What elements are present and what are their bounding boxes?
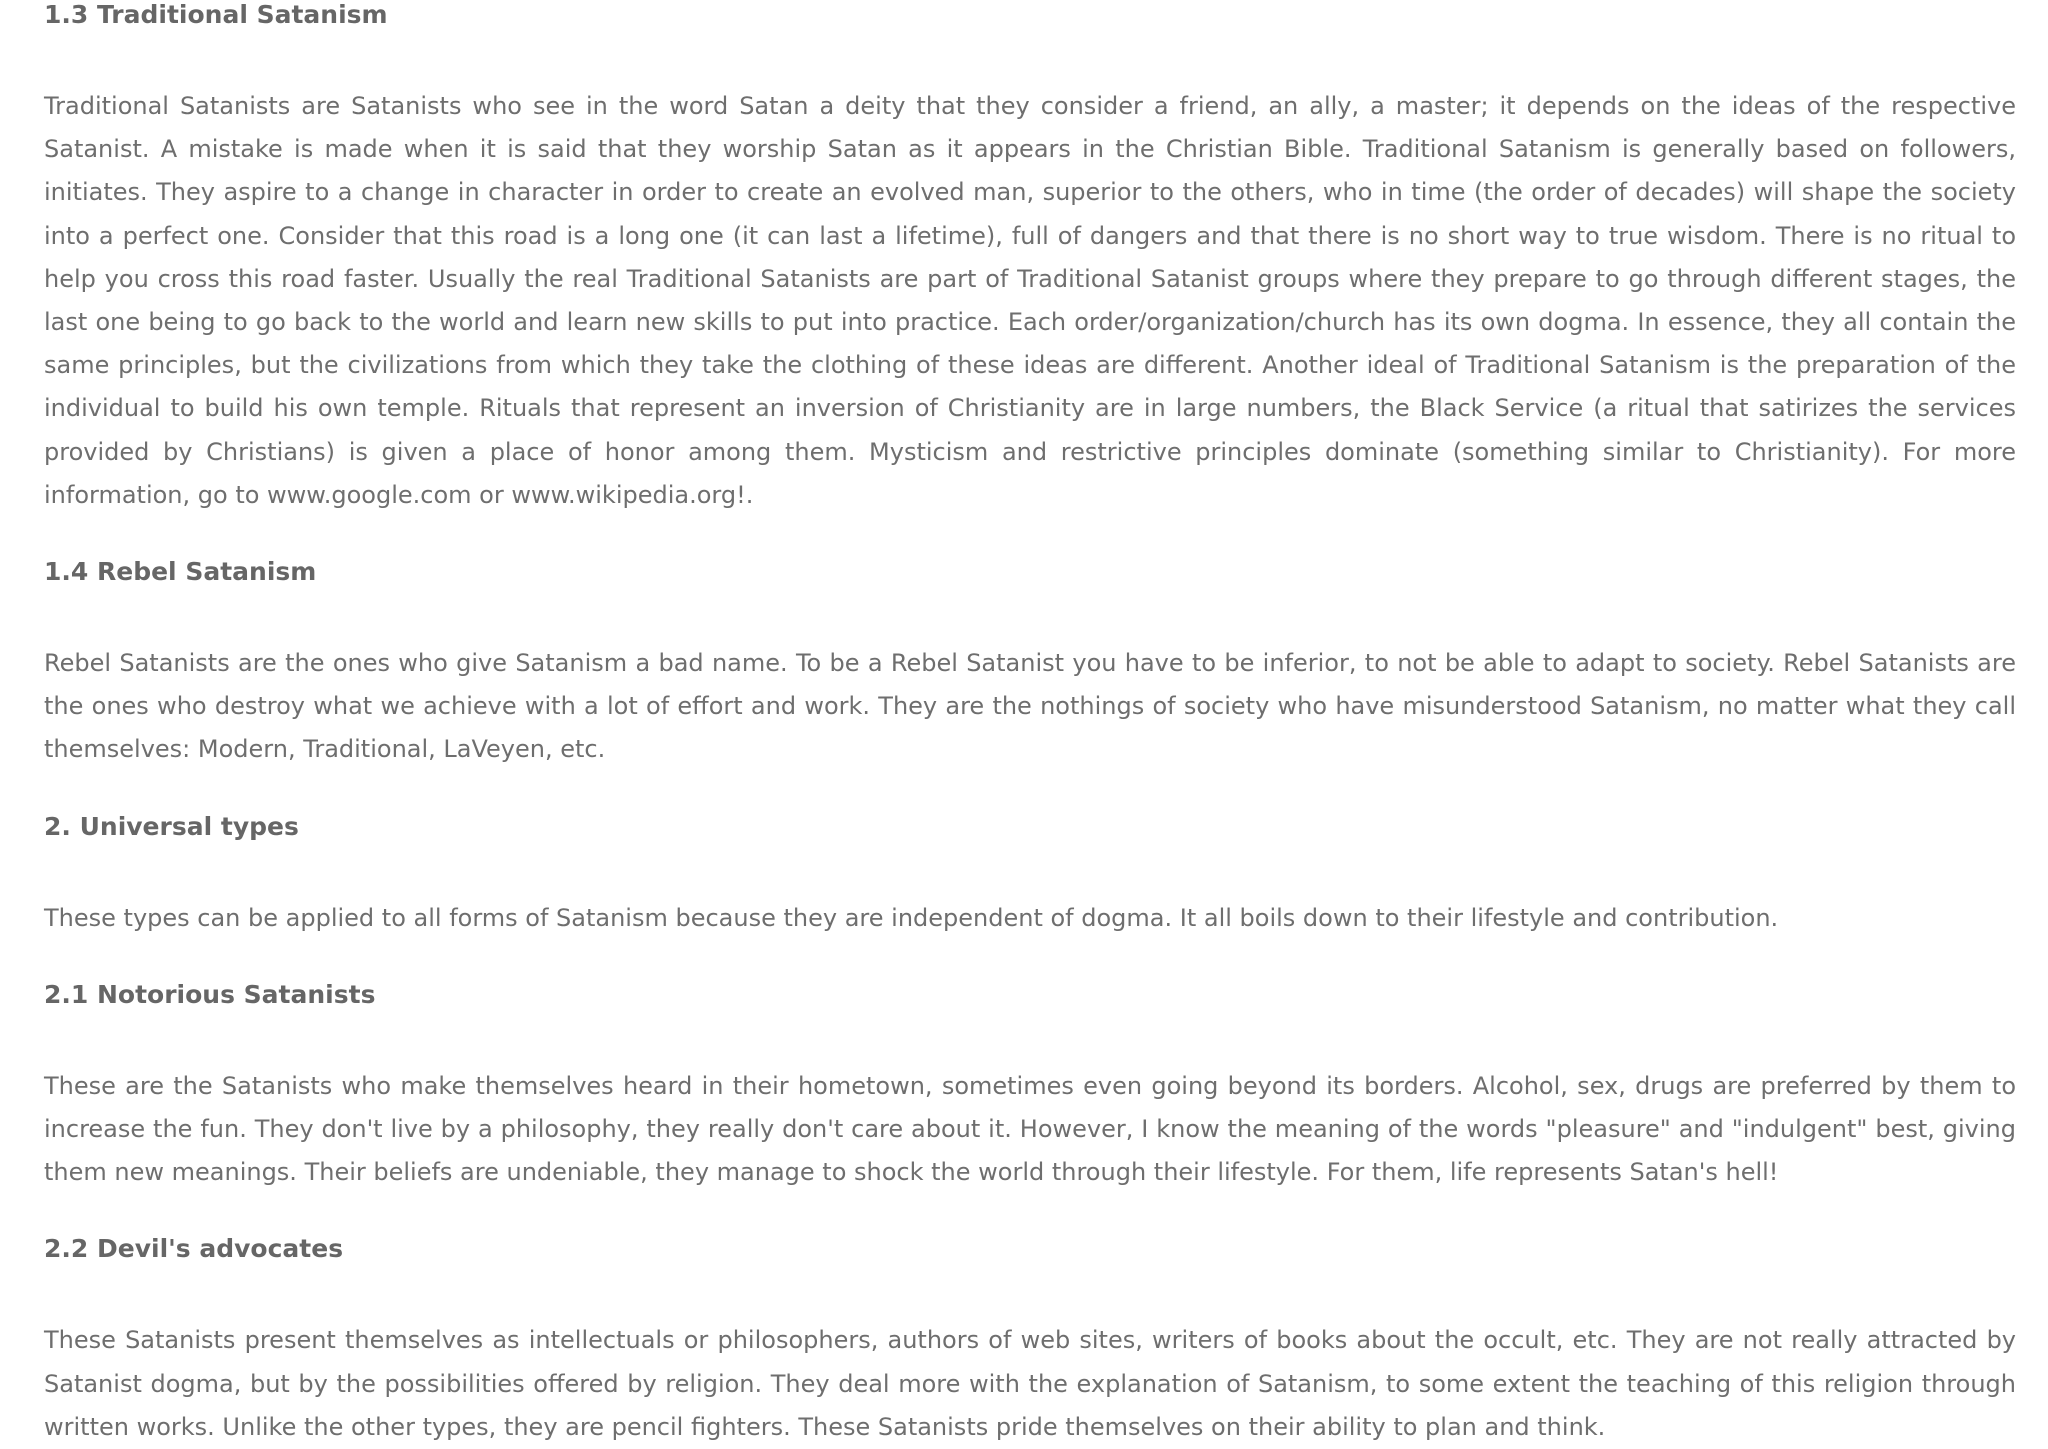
section-heading-universal-types: 2. Universal types <box>44 811 299 841</box>
paragraph-universal-types: These types can be applied to all forms of Satanism because they are independent of dogma. It all boils down to their lifestyle and contribution. <box>44 903 1779 932</box>
article-body <box>44 0 2016 1449</box>
section-heading-rebel-satanism: 1.4 Rebel Satanism <box>44 557 317 587</box>
paragraph-notorious-satanists: These are the Satanists who make themselves heard in their hometown, sometimes even going beyond its borders. Alcohol, sex, drugs are preferred by them to increase the fun. They don't live by a philosophy, they really don't care about it. However, I know the meaning of the words "pleasure" and "indulgent" best, giving them new meanings. Their beliefs are undeniable, they manage to shock the world through their lifestyle. For them, life represents Satan's hell! <box>44 1071 2016 1187</box>
paragraph-rebel-satanism: Rebel Satanists are the ones who give Satanism a bad name. To be a Rebel Satanist you have to be inferior, to not be able to adapt to society. Rebel Satanists are the ones who destroy what we achieve with a lot of effort and work. They are the nothings of society who have misunderstood Satanism, no matter what they call themselves: Modern, Traditional, LaVeyen, etc. <box>44 649 2016 764</box>
section-heading-notorious-satanists: 2.1 Notorious Satanists <box>44 979 376 1009</box>
section-heading-devils-advocates: 2.2 Devil's advocates <box>44 1234 344 1264</box>
paragraph-traditional-satanism: Traditional Satanists are Satanists who see in the word Satan a deity that they consider a friend, an ally, a master; it depends on the ideas of the respective Satanist. A mistake is made when it is said that they worship Satan as it appears in the Christian Bible. Traditional Satanism is generally based on followers, initiates. They aspire to a change in character in order to create an evolved man, superior to the others, who in time (the order of decades) will shape the society into a perfect one. Consider that this road is a long one (it can last a lifetime), full of dangers and that there is no short way to true wisdom. There is no ritual to help you cross this road faster. Usually the real Traditional Satanists are part of Traditional Satanist groups where they prepare to go through different stages, the last one being to go back to the world and learn new skills to put into practice. Each order/organization/church has its own dogma. In essence, they all contain the same principles, but the civilizations from which they take the clothing of these ideas are different. Another ideal of Traditional Satanism is the preparation of the individual to build his own temple. Rituals that represent an inversion of Christianity are in large numbers, the Black Service (a ritual that satirizes the services provided by Christians) is given a place of honor among them. Mysticism and restrictive principles dominate (something similar to Christianity). For more information, go to www.google.com or www.wikipedia.org!. <box>44 92 2016 509</box>
paragraph-devils-advocates: These Satanists present themselves as intellectuals or philosophers, authors of web sites, writers of books about the occult, etc. They are not really attracted by Satanist dogma, but by the possibilities offered by religion. They deal more with the explanation of Satanism, to some extent the teaching of this religion through written works. Unlike the other types, they are pencil fighters. These Satanists pride themselves on their ability to plan and think. <box>44 1326 2016 1441</box>
section-heading-traditional-satanism: 1.3 Traditional Satanism <box>44 0 388 29</box>
